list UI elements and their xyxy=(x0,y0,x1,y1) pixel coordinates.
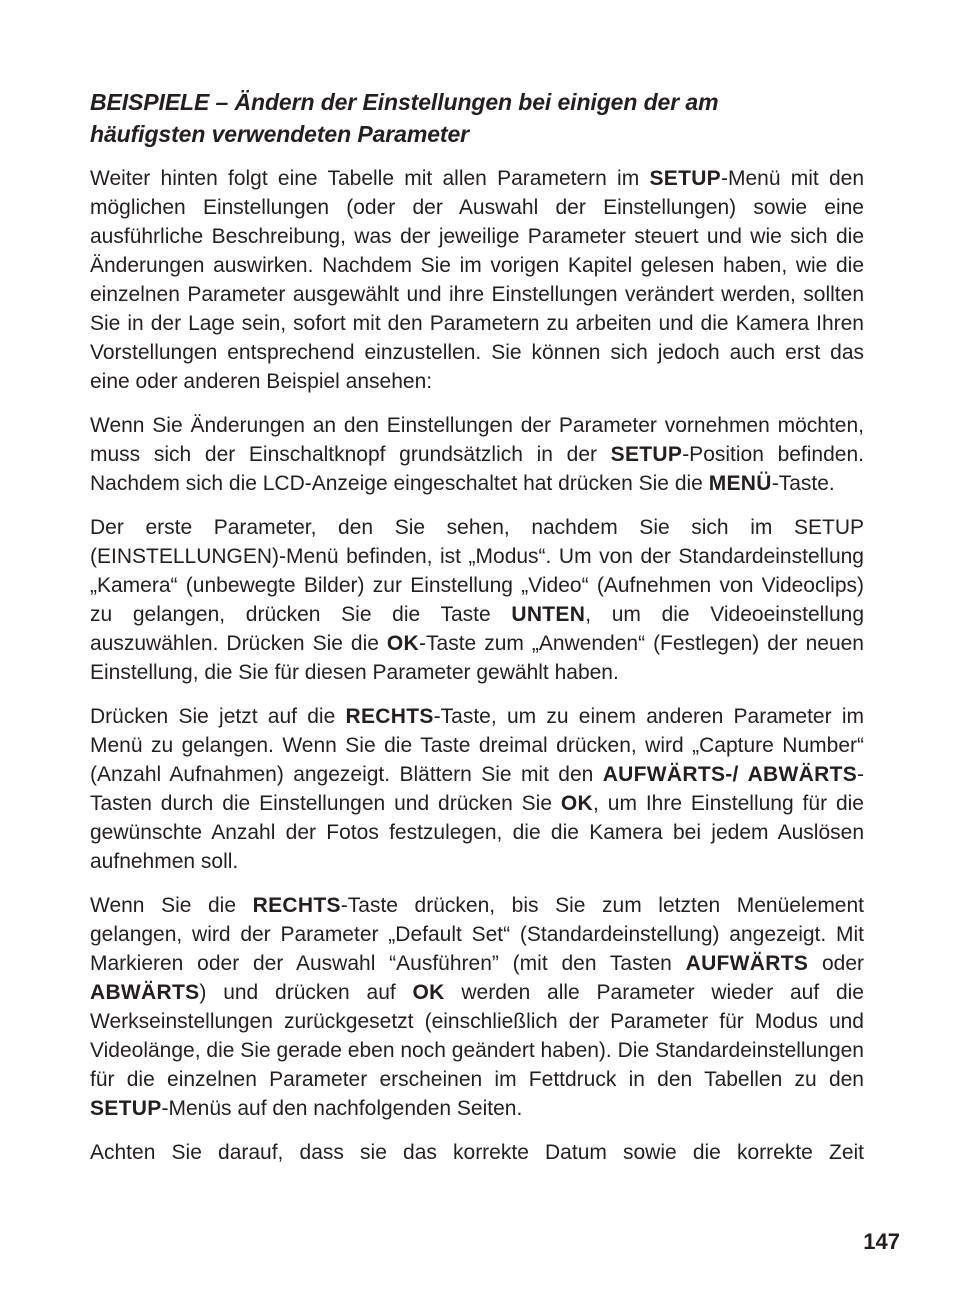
paragraph-mode-parameter xyxy=(90,513,864,687)
text: Wenn Sie die xyxy=(90,894,253,917)
keyword-menu: MENÜ xyxy=(708,472,772,495)
text: , um die Videoeinstellung auszuwählen. Drücken Sie die xyxy=(90,603,865,655)
keyword-ok: OK xyxy=(386,632,420,655)
text: Wenn Sie Änderungen an den Einstellungen der Parameter vornehmen möchten, muss sich der Einschaltknopf grundsätzlich in der xyxy=(90,414,864,466)
keyword-ok: OK xyxy=(560,792,594,815)
keyword-setup: SETUP xyxy=(649,167,721,190)
text: , um Ihre Einstellung für die gewünschte Anzahl der Fotos festzulegen, die die Kamera bei jedem Auslösen aufnehmen soll. xyxy=(90,792,864,873)
text: Drücken Sie jetzt auf die xyxy=(90,705,346,728)
text: -Menü mit den möglichen Einstellungen (oder der Auswahl der Einstellungen) sowie eine ausführliche Beschreibung, was der jeweilige Parameter steuert und wie sich die Änderungen auswirken. Nachdem Sie im vorigen Kapitel gelesen haben, wie die einzelnen Parameter ausgewählt und ihre Einstellungen verändert werden, sollten Sie in der Lage sein, sofort mit den Parametern zu arbeiten und die Kamera Ihren Vorstellungen entsprechend einzustellen. Sie können sich jedoch auch erst das eine oder anderen Beispiel ansehen: xyxy=(90,167,864,393)
text: -Position befinden. Nachdem sich die LCD-Anzeige eingeschaltet hat drücken Sie die xyxy=(90,443,864,495)
text: Der erste Parameter, den Sie sehen, nachdem Sie sich im SETUP (EINSTELLUNGEN)-Menü befinden, ist „Modus“. Um von der Standardeinstellung „Kamera“ (unbewegte Bilder) zur Einstellung „Video“ (Aufnehmen von Videoclips) zu gelangen, drücken Sie die Taste xyxy=(90,516,864,626)
text: -Taste drücken, bis Sie zum letzten Menüelement gelangen, wird der Parameter „Default Set“ (Standardeinstellung) angezeigt. Mit Markieren oder der Auswahl “Ausführen” (mit den Tasten xyxy=(90,894,865,975)
keyword-setup: SETUP xyxy=(610,443,683,466)
page-content xyxy=(90,86,864,1182)
keyword-up-down: AUFWÄRTS-/ ABWÄRTS xyxy=(602,763,858,786)
text: oder xyxy=(808,952,864,975)
text: -Tasten durch die Einstellungen und drücken Sie xyxy=(90,763,865,815)
text: werden alle Parameter wieder auf die Werkseinstellungen zurückgesetzt (einschließlich der Parameter für Modus und Videolänge, die Sie gerade eben noch geändert haben). Die Standardeinstellungen für die einzelnen Parameter erscheinen im Fettdruck in den Tabellen zu den xyxy=(90,981,864,1091)
paragraph-date-time xyxy=(90,1138,864,1167)
paragraph-default-set xyxy=(90,891,864,1123)
keyword-setup: SETUP xyxy=(90,1097,162,1120)
keyword-right: RECHTS xyxy=(252,894,341,917)
keyword-up: AUFWÄRTS xyxy=(685,952,809,975)
keyword-down: ABWÄRTS xyxy=(90,981,200,1004)
text: Weiter hinten folgt eine Tabelle mit allen Parametern im xyxy=(90,167,650,190)
paragraph-intro xyxy=(90,164,864,396)
text: -Taste, um zu einem anderen Parameter im Menü zu gelangen. Wenn Sie die Taste dreimal drücken, wird „Capture Number“ (Anzahl Aufnahmen) angezeigt. Blättern Sie mit den xyxy=(90,705,865,786)
text: ) und drücken auf xyxy=(199,981,413,1004)
keyword-ok: OK xyxy=(412,981,445,1004)
text: -Taste. xyxy=(771,472,835,495)
keyword-down: UNTEN xyxy=(511,603,586,626)
page-number: 147 xyxy=(863,1229,900,1254)
heading-line-2: häufigsten verwendeten Parameter xyxy=(90,121,469,147)
section-heading xyxy=(90,86,864,150)
text: -Taste zum „Anwenden“ (Festlegen) der neuen Einstellung, die Sie für diesen Parameter gewählt haben. xyxy=(90,632,864,684)
keyword-right: RECHTS xyxy=(345,705,434,728)
text: -Menüs auf den nachfolgenden Seiten. xyxy=(161,1097,523,1120)
paragraph-setup-position xyxy=(90,411,864,498)
heading-line-1: BEISPIELE – Ändern der Einstellungen bei einigen der am xyxy=(90,89,719,115)
paragraph-capture-number xyxy=(90,702,864,876)
text: Achten Sie darauf, dass sie das korrekte Datum sowie die korrekte Zeit xyxy=(90,1141,864,1164)
